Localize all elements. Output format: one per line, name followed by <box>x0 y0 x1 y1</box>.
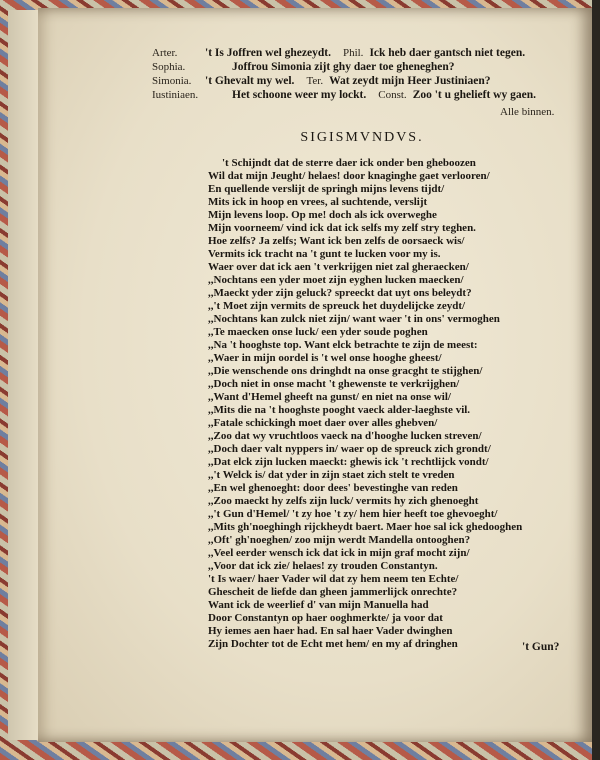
verse-line: ,,Zoo dat wy vruchtloos vaeck na d'hooghe lucken streven/ <box>208 430 482 442</box>
speaker-name: Ter. <box>306 75 324 87</box>
catchword: 't Gun? <box>522 641 560 653</box>
verse-line: Waer over dat ick aen 't verkrijgen niet zal gheraecken/ <box>208 261 469 273</box>
verse-line: Ghescheit de liefde dan gheen jammerlijck onrechte? <box>208 586 458 598</box>
verse-line: Hoe zelfs? Ja zelfs; Want ick ben zelfs de oorsaeck wis/ <box>208 235 465 247</box>
speaker-name: Arter. <box>152 47 178 59</box>
dialogue-row <box>152 61 455 75</box>
verse-line: ,,Doch daer valt nyppers in/ waer op de spreuck zich grondt/ <box>208 443 491 455</box>
verse-line: ,,Veel eerder wensch ick dat ick in mijn graf mocht zijn/ <box>208 547 470 559</box>
verse-line: ,,Mits gh'noeghingh rijckheydt baert. Maer hoe sal ick ghedooghen <box>208 521 523 533</box>
verse-line: En quellende verslijt de springh mijns levens tijdt/ <box>208 183 445 195</box>
verse-block <box>208 157 522 651</box>
dialogue-line: Het schoone weer my lockt. <box>232 89 367 101</box>
verse-line: ,,Nochtans een yder moet zijn eyghen lucken maecken/ <box>208 274 464 286</box>
verse-line: 't Is waer/ haer Vader wil dat zy hem neem ten Echte/ <box>208 573 459 585</box>
verse-line: Mijn voorneem/ vind ick dat ick selfs my zelf stry teghen. <box>208 222 476 234</box>
verse-line: Zijn Dochter tot de Echt met hem/ en my af dringhen <box>208 638 458 650</box>
verse-line: ,,Zoo maeckt hy zelfs zijn luck/ vermits hy zich ghenoeght <box>208 495 479 507</box>
dialogue-line: 't Ghevalt my wel. <box>205 75 295 87</box>
verse-line: Want ick de weerlief d' van mijn Manuella had <box>208 599 429 611</box>
verse-line: ,,Waer in mijn oordel is 't wel onse hooghe gheest/ <box>208 352 442 364</box>
verse-line: Mits ick in hoop en vrees, al suchtende, verslijt <box>208 196 428 208</box>
dialogue-row <box>152 75 491 89</box>
dialogue-line: 't Is Joffren wel ghezeydt. <box>205 47 331 59</box>
speaker-name: Iustiniaen. <box>152 89 199 101</box>
verse-line: Door Constantyn op haer ooghmerkte/ ja voor dat <box>208 612 443 624</box>
verse-line: ,,Maeckt yder zijn geluck? spreeckt dat uyt ons beleydt? <box>208 287 472 299</box>
verse-line: ,,Die wenschende ons dringhdt na onse gracght te stijghen/ <box>208 365 483 377</box>
verse-line: ,,'t Welck is/ dat yder in zijn staet zich stelt te vreden <box>208 469 455 481</box>
dialogue-line: Ick heb daer gantsch niet tegen. <box>369 47 526 59</box>
binding-edge <box>8 10 38 740</box>
dialogue-line: Wat zeydt mijn Heer Justiniaen? <box>329 75 491 87</box>
verse-line: ,,Mits die na 't hooghste pooght vaeck alder-laeghste vil. <box>208 404 471 416</box>
verse-line: ,,Dat elck zijn lucken maeckt: ghewis ick 't rechtlijck vondt/ <box>208 456 489 468</box>
verse-line: ,,Na 't hooghste top. Want elck betrachte te zijn de meest: <box>208 339 478 351</box>
dialogue-row <box>152 47 525 61</box>
speaker-name: Simonia. <box>152 75 192 87</box>
verse-line: ,,'t Gun d'Hemel/ 't zy hoe 't zy/ hem hier heeft toe ghevoeght/ <box>208 508 498 520</box>
verse-line: ,,Doch niet in onse macht 't ghewenste te verkrijghen/ <box>208 378 460 390</box>
verse-line: Hy iemes aen haer had. En sal haer Vader dwinghen <box>208 625 453 637</box>
verse-line: ,,En wel ghenoeght: door dees' bevestinghe van reden <box>208 482 458 494</box>
verse-line: Vermits ick tracht na 't gunt te lucken voor my is. <box>208 248 441 260</box>
verse-line: ,,Oft' gh'noeghen/ zoo mijn werdt Mandella ontooghen? <box>208 534 471 546</box>
verse-line: ,,Want d'Hemel gheeft na gunst/ en niet na onse wil/ <box>208 391 451 403</box>
page-shadow <box>592 0 600 760</box>
verse-line: Mijn levens loop. Op me! doch als ick overweghe <box>208 209 437 221</box>
speaker-name: Phil. <box>342 47 364 59</box>
stage-direction: Alle binnen. <box>500 106 555 118</box>
verse-line: ,,Te maecken onse luck/ een yder soude poghen <box>208 326 428 338</box>
verse-line: Wil dat mijn Jeught/ helaes! door knaginghe gaet verlooren/ <box>208 170 490 182</box>
speaker-name: Const. <box>378 89 407 101</box>
dialogue-line: Joffrou Simonia zijt ghy daer toe gheneghen? <box>232 61 455 73</box>
dialogue-line: Zoo 't u ghelieft wy gaen. <box>412 89 536 101</box>
page-title: SIGISMVNDVS. <box>300 130 424 145</box>
speaker-name: Sophia. <box>152 61 186 73</box>
verse-line: 't Schijndt dat de sterre daer ick onder ben gheboozen <box>222 157 476 169</box>
verse-line: ,,Nochtans kan zulck niet zijn/ want waer 't in ons' vermoghen <box>208 313 500 325</box>
verse-line: ,,'t Moet zijn vermits de spreuck het duydelijcke zeydt/ <box>208 300 466 312</box>
verse-line: ,,Fatale schickingh moet daer over alles ghebven/ <box>208 417 438 429</box>
verse-line: ,,Voor dat ick zie/ helaes! zy trouden Constantyn. <box>208 560 438 572</box>
dialogue-row <box>152 89 536 103</box>
